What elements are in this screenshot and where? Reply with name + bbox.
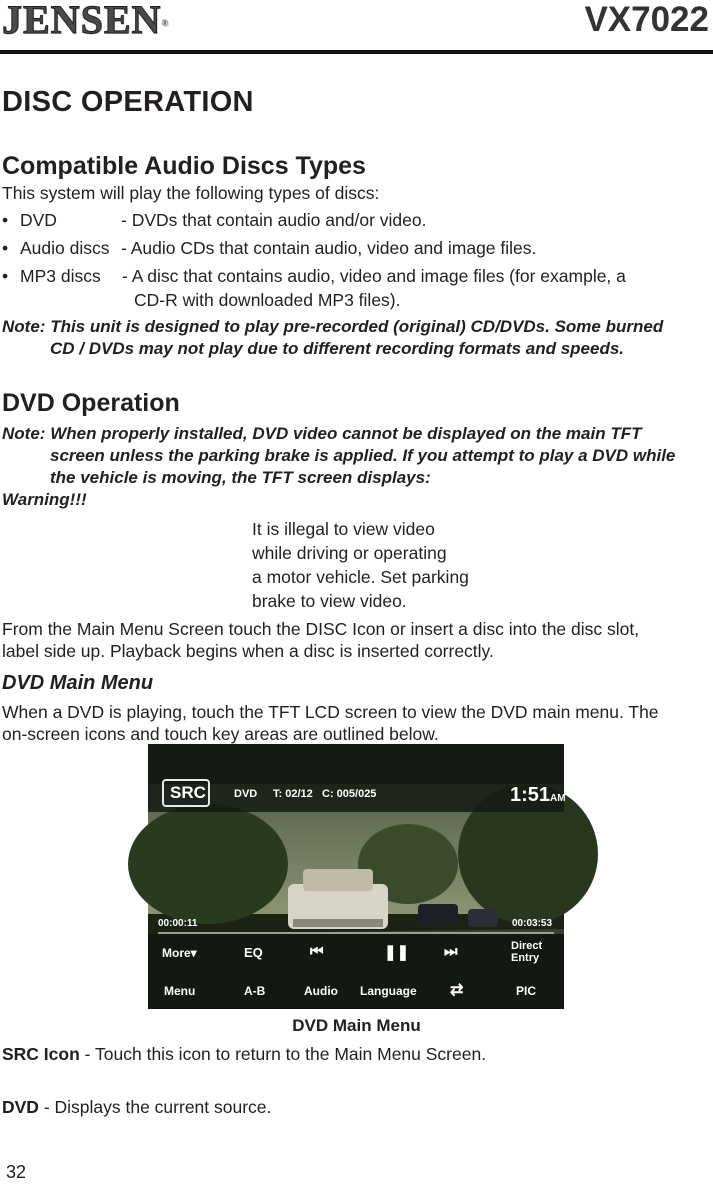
dvd-main-menu-screenshot (148, 744, 564, 1009)
track-label: T: 02/12 (273, 788, 313, 800)
dvd-operation-heading: DVD Operation (2, 389, 180, 417)
page-number: 32 (6, 1162, 27, 1182)
total-time: 00:03:53 (512, 918, 553, 929)
clock: 1:51AM (510, 784, 566, 806)
main-menu-paragraph: When a DVD is playing, touch the TFT LCD screen to view the DVD main menu. The on-screen icons and touch key areas are outlined below. (2, 702, 659, 744)
pause-icon[interactable]: ❚❚ (384, 944, 410, 961)
compatible-intro: This system will play the following types of discs: (2, 183, 380, 203)
progress-bar[interactable] (158, 932, 554, 934)
elapsed-time: 00:00:11 (158, 918, 198, 929)
definition-src: SRC Icon - Touch this icon to return to the Main Menu Screen. (2, 1044, 487, 1064)
src-button[interactable]: SRC (170, 783, 206, 802)
road-scene-image (148, 744, 564, 1009)
dvd-operation-paragraph: From the Main Menu Screen touch the DISC Icon or insert a disc into the disc slot, label side up. Playback begins when a disc is inserted correctly. (2, 619, 640, 661)
more-button[interactable]: More▾ (162, 946, 197, 960)
previous-icon[interactable]: ⏮ (310, 943, 324, 960)
source-label: DVD (234, 788, 258, 800)
direct-entry-button[interactable]: Direct Entry (511, 940, 543, 964)
warning-message: It is illegal to view video while driving or operating a motor vehicle. Set parking brake to view video. (252, 519, 469, 611)
header-rule (0, 50, 713, 54)
eq-button[interactable]: EQ (244, 945, 263, 960)
definition-dvd: DVD - Displays the current source. (2, 1097, 272, 1117)
page-title: DISC OPERATION (2, 86, 254, 118)
compatible-heading: Compatible Audio Discs Types (2, 152, 366, 180)
language-button[interactable]: Language (360, 984, 417, 998)
model-number: VX7022 (584, 0, 709, 39)
dvd-operation-note: Note: When properly installed, DVD video cannot be displayed on the main TFT screen unless the parking brake is applied. If you attempt to play a DVD while the vehicle is moving, the TFT screen displays: Warning!!! (2, 424, 676, 509)
ab-button[interactable]: A-B (244, 984, 266, 998)
main-menu-heading: DVD Main Menu (2, 672, 154, 694)
compatible-note: Note: This unit is designed to play pre-recorded (original) CD/DVDs. Some burned CD / DVDs may not play due to different recording formats and speeds. (2, 317, 664, 358)
next-icon[interactable]: ⏭ (444, 943, 458, 960)
pic-button[interactable]: PIC (516, 984, 537, 998)
jensen-logo: JENSEN® (2, 0, 170, 42)
audio-button[interactable]: Audio (304, 984, 338, 998)
repeat-icon[interactable]: ⇄ (450, 982, 464, 999)
chapter-label: C: 005/025 (322, 788, 377, 800)
menu-button[interactable]: Menu (164, 984, 196, 998)
figure-caption: DVD Main Menu (292, 1016, 421, 1035)
